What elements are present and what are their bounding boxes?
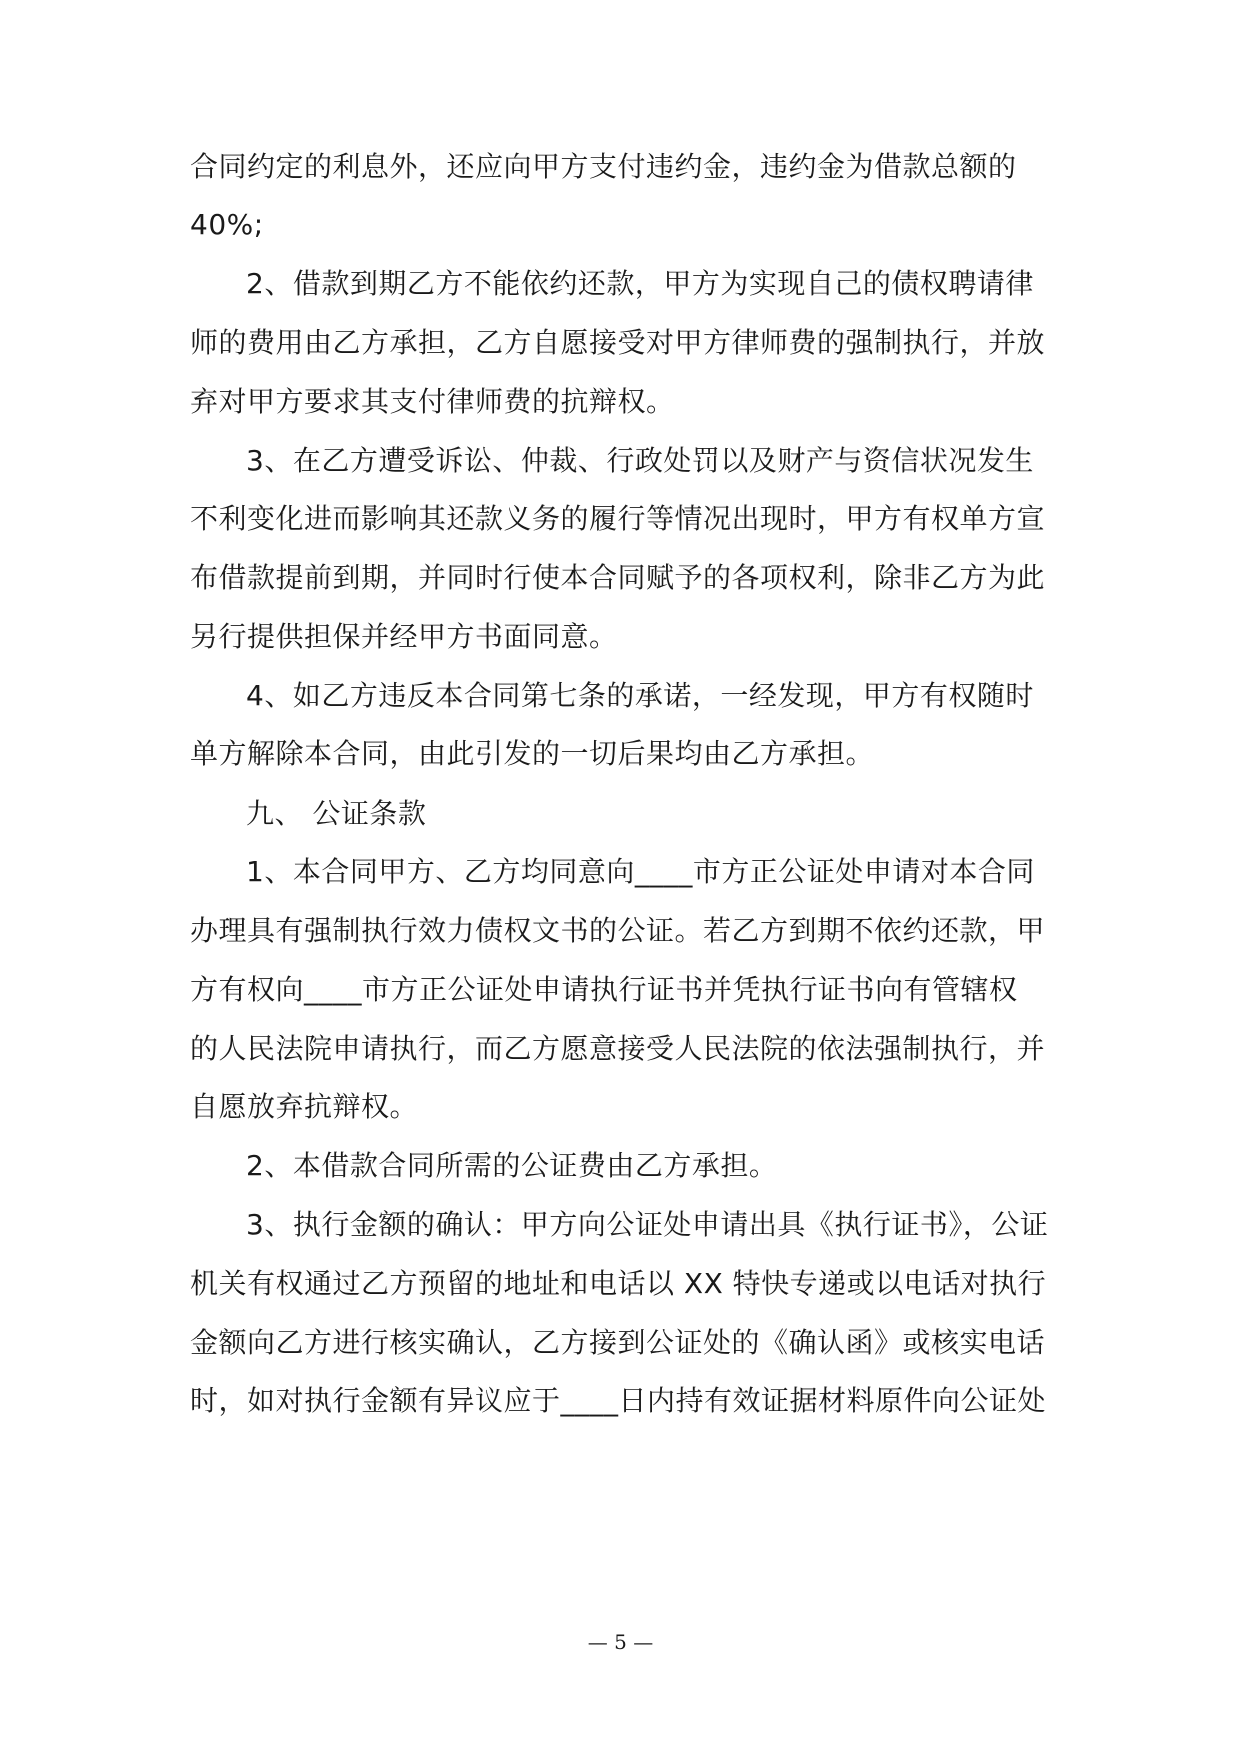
text-line: 机关有权通过乙方预留的地址和电话以 XX 特快专递或以电话对执行 [190,1267,1047,1300]
text-line: 方有权向____市方正公证处申请执行证书并凭执行证书向有管辖权 [190,973,1018,1006]
text-line: 合同约定的利息外，还应向甲方支付违约金，违约金为借款总额的 [190,150,1017,183]
text-line: 4、如乙方违反本合同第七条的承诺，一经发现，甲方有权随时 [246,679,1034,712]
text-line: 不利变化进而影响其还款义务的履行等情况出现时，甲方有权单方宣 [190,502,1046,535]
text-line: 3、执行金额的确认：甲方向公证处申请出具《执行证书》，公证 [246,1208,1049,1241]
text-line: 的人民法院申请执行，而乙方愿意接受人民法院的依法强制执行，并 [190,1032,1046,1065]
text-line: 办理具有强制执行效力债权文书的公证。若乙方到期不依约还款，甲 [190,914,1046,947]
text-line: 时，如对执行金额有异议应于____日内持有效证据材料原件向公证处 [190,1384,1047,1417]
page-number: — 5 — [587,1630,654,1654]
text-line: 金额向乙方进行核实确认，乙方接到公证处的《确认函》或核实电话 [190,1326,1046,1359]
text-line: 1、本合同甲方、乙方均同意向____市方正公证处申请对本合同 [246,855,1035,888]
text-line: 2、本借款合同所需的公证费由乙方承担。 [246,1149,778,1182]
text-line: 自愿放弃抗辩权。 [190,1090,419,1123]
text-line: 单方解除本合同，由此引发的一切后果均由乙方承担。 [190,737,875,770]
text-line: 3、在乙方遭受诉讼、仲裁、行政处罚以及财产与资信状况发生 [246,444,1034,477]
text-line: 布借款提前到期，并同时行使本合同赋予的各项权利，除非乙方为此 [190,561,1046,594]
text-line: 弃对甲方要求其支付律师费的抗辩权。 [190,385,675,418]
text-line: 2、借款到期乙方不能依约还款，甲方为实现自己的债权聘请律 [246,267,1034,300]
section-heading: 九、 公证条款 [246,797,427,830]
text-line: 40%; [190,208,264,241]
text-line: 师的费用由乙方承担，乙方自愿接受对甲方律师费的强制执行，并放 [190,326,1046,359]
text-line: 另行提供担保并经甲方书面同意。 [190,620,618,653]
